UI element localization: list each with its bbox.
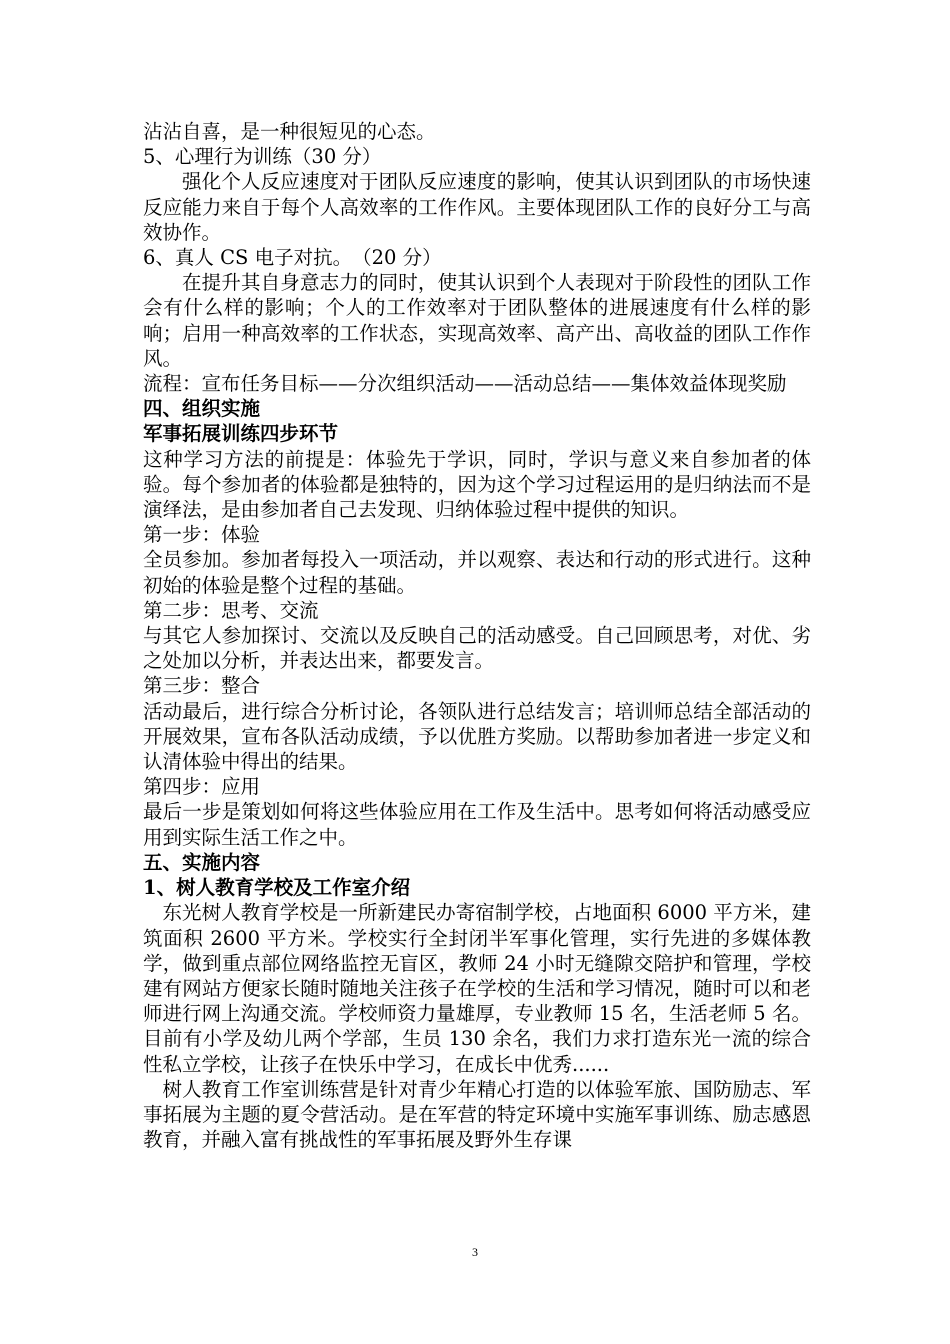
step-heading: 第一步：体验 — [143, 523, 261, 547]
paragraph-text: 与其它人参加探讨、交流以及反映自己的活动感受。自己回顾思考，对优、劣之处加以分析，并表达出来，都要发言。 — [143, 624, 811, 673]
paragraph-text: 最后一步是策划如何将这些体验应用在工作及生活中。思考如何将活动感受应用到实际生活工作之中。 — [143, 800, 811, 849]
section-item-6: 6、真人 CS 电子对抗。 （20 分） — [143, 246, 442, 270]
section-item-5: 5、心理行为训练（30 分） — [143, 145, 382, 169]
paragraph-text: 东光树人教育学校是一所新建民办寄宿制学校，占地面积 6000 平方米，建筑面积 2600 平方米。学校实行全封闭半军事化管理，实行先进的多媒体教学，做到重点部位网络监控无盲区，教师 24 小时无缝隙交陪护和管理，学校建有网站方便家长随时随地关注孩子在学校的生活和学习情况，随时可以和老师进行网上沟通交流。学校师资力量雄厚，专业教师 15 名，生活老师 5 名。目前有小学及幼儿两个学部，生员 130 余名，我们力求打造东光一流的综合性私立学校，让孩子在快乐中学习，在成长中优秀...... — [143, 901, 811, 1076]
step-heading: 第三步：整合 — [143, 674, 261, 698]
document-body — [143, 119, 811, 1152]
paragraph-text: 全员参加。参加者每投入一项活动，并以观察、表达和行动的形式进行。这种初始的体验是整个过程的基础。 — [143, 548, 811, 597]
step-heading: 第二步：思考、交流 — [143, 598, 319, 622]
paragraph-text: 这种学习方法的前提是：体验先于学识，同时，学识与意义来自参加者的体验。每个参加者的体验都是独特的，因为这个学习过程运用的是归纳法而不是演绎法，是由参加者自己去发现、归纳体验过程中提供的知识。 — [143, 447, 811, 522]
paragraph-text: 强化个人反应速度对于团队反应速度的影响，使其认识到团队的市场快速反应能力来自于每个人高效率的工作作风。主要体现团队工作的良好分工与高效协作。 — [143, 170, 811, 244]
step-heading: 第四步：应用 — [143, 775, 261, 799]
paragraph-text: 在提升其自身意志力的同时，使其认识到个人表现对于阶段性的团队工作会有什么样的影响；个人的工作效率对于团队整体的进展速度有什么样的影响；启用一种高效率的工作状态，实现高效率、高产出、高收益的团队工作作风。 — [143, 271, 811, 370]
section-heading: 四、组织实施 — [143, 397, 261, 421]
process-flow-text: 流程：宣布任务目标——分次组织活动——活动总结——集体效益体现奖励 — [143, 372, 787, 396]
paragraph-text: 沾沾自喜，是一种很短见的心态。 — [143, 120, 436, 143]
paragraph-text: 树人教育工作室训练营是针对青少年精心打造的以体验军旅、国防励志、军事拓展为主题的夏令营活动。是在军营的特定环境中实施军事训练、励志感恩教育，并融入富有挑战性的军事拓展及野外生存课 — [143, 1077, 811, 1152]
page-number: 3 — [472, 1245, 478, 1259]
subsection-heading: 军事拓展训练四步环节 — [143, 422, 339, 446]
paragraph-text: 活动最后，进行综合分析讨论，各领队进行总结发言；培训师总结全部活动的开展效果，宣布各队活动成绩，予以优胜方奖励。以帮助参加者进一步定义和认清体验中得出的结果。 — [143, 699, 811, 774]
subsection-heading: 1、树人教育学校及工作室介绍 — [143, 876, 411, 900]
section-heading: 五、实施内容 — [143, 850, 261, 874]
